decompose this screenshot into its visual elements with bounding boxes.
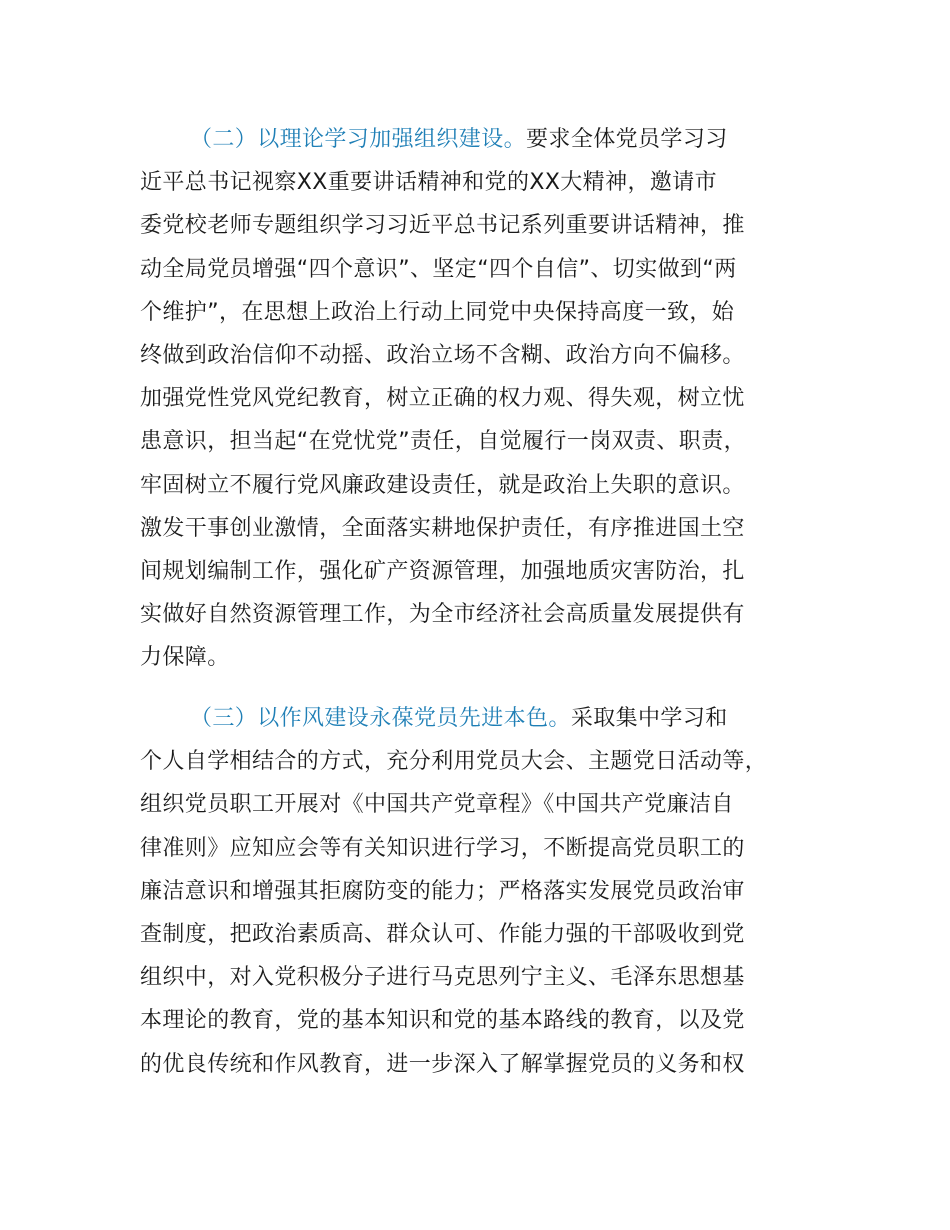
paragraph-first-line: [140, 697, 840, 740]
body-line: 个人自学相结合的方式，充分利用党员大会、主题党日活动等，: [140, 749, 768, 775]
body-line: 组织中，对入党积极分子进行马克思列宁主义、毛泽东思想基: [140, 965, 745, 991]
paragraph-section-2: [140, 118, 840, 679]
body-line: 终做到政治信仰不动摇、政治立场不含糊、政治方向不偏移。: [140, 342, 745, 368]
body-line: 实做好自然资源管理工作，为全市经济社会高质量发展提供有: [140, 602, 745, 628]
body-line: 的优良传统和作风教育，进一步深入了解掌握党员的义务和权: [140, 1051, 745, 1077]
body-line: 本理论的教育，党的基本知识和党的基本路线的教育，以及党: [140, 1008, 745, 1034]
section-2-heading: （二）以理论学习加强组织建设。: [190, 127, 527, 152]
body-text: 要求全体党员学习习: [526, 127, 728, 152]
body-text: 采取集中学习和: [570, 706, 728, 731]
body-line: 查制度，把政治素质高、群众认可、作能力强的干部吸收到党: [140, 921, 745, 947]
body-line: 动全局党员增强“四个意识”、坚定“四个自信”、切实做到“两: [140, 256, 737, 282]
body-line: 加强党性党风党纪教育，树立正确的权力观、得失观，树立忧: [140, 386, 745, 412]
body-line: 激发干事创业激情，全面落实耕地保护责任，有序推进国土空: [140, 515, 745, 541]
body-line: 近平总书记视察XX重要讲话精神和党的XX大精神，邀请市: [140, 170, 718, 196]
body-line: 律准则》应知应会等有关知识进行学习，不断提高党员职工的: [140, 835, 745, 861]
body-line: 牢固树立不履行党风廉政建设责任，就是政治上失职的意识。: [140, 472, 745, 498]
paragraph-first-line: [140, 118, 840, 161]
body-line: 个维护”，在思想上政治上行动上同党中央保持高度一致，始: [140, 299, 735, 325]
body-line: 组织党员职工开展对《中国共产党章程》《中国共产党廉洁自: [140, 792, 734, 818]
section-3-heading: （三）以作风建设永葆党员先进本色。: [190, 706, 571, 731]
body-line: 患意识，担当起“在党忧党”责任，自觉履行一岗双责、职责，: [140, 429, 746, 455]
paragraph-section-3: [140, 697, 840, 1086]
body-line: 廉洁意识和增强其拒腐防变的能力；严格落实发展党员政治审: [140, 878, 745, 904]
body-line: 委党校老师专题组织学习习近平总书记系列重要讲话精神，推: [140, 213, 745, 239]
body-line: 力保障。: [140, 645, 230, 671]
body-line: 间规划编制工作，强化矿产资源管理，加强地质灾害防治，扎: [140, 558, 745, 584]
